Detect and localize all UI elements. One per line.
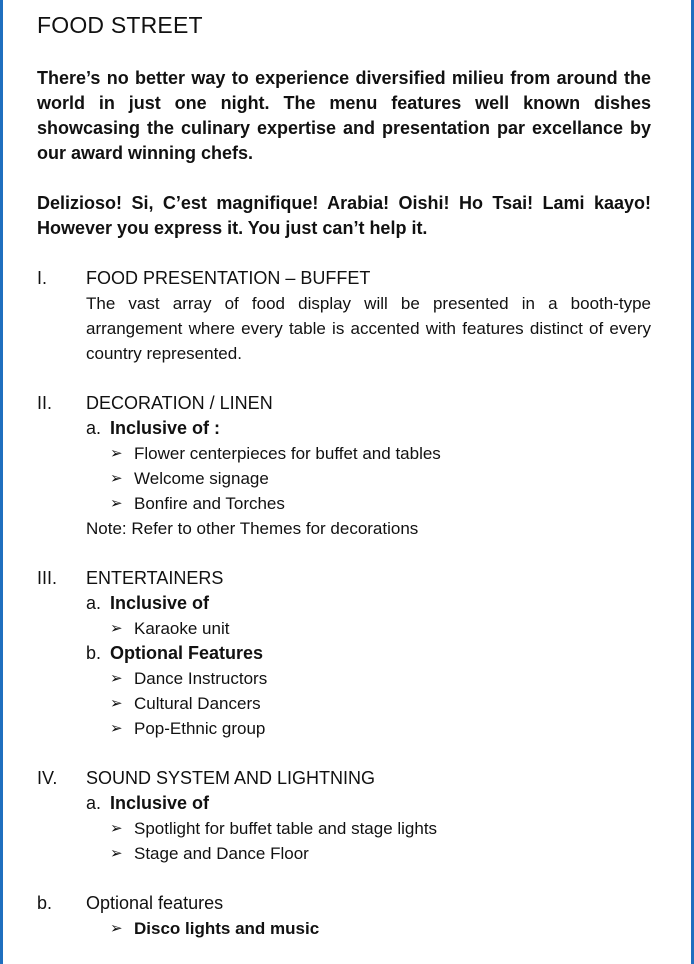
section-sound-system <box>37 766 651 866</box>
list-item-text: Cultural Dancers <box>134 694 261 713</box>
bullet-list <box>110 916 651 941</box>
bullet-list <box>110 441 651 516</box>
section-entertainers <box>37 566 651 741</box>
section-number: I. <box>37 268 48 288</box>
list-item <box>110 816 651 841</box>
arrowhead-bullet-icon: ➢ <box>110 820 123 837</box>
arrowhead-bullet-icon: ➢ <box>110 620 123 637</box>
bullet-list <box>110 666 651 741</box>
list-item-text: Stage and Dance Floor <box>134 844 309 863</box>
subsection-label: Inclusive of : <box>110 418 221 438</box>
arrowhead-bullet-icon: ➢ <box>110 445 123 462</box>
list-item <box>110 916 651 941</box>
section-number: III. <box>37 568 58 588</box>
greeting-paragraph: Delizioso! Si, C’est magnifique! Arabia! Oishi! Ho Tsai! Lami kaayo! However you express it. You just can’t help it. <box>37 193 651 238</box>
list-item-text: Disco lights and music <box>134 919 320 938</box>
arrowhead-bullet-icon: ➢ <box>110 720 123 737</box>
arrowhead-bullet-icon: ➢ <box>110 920 123 937</box>
list-item <box>110 841 651 866</box>
subsection-label: Inclusive of <box>110 793 210 813</box>
arrowhead-bullet-icon: ➢ <box>110 470 123 487</box>
intro-paragraph: There’s no better way to experience diversified milieu from around the world in just one night. The menu features well known dishes showcasing the culinary expertise and presentation par excellance by our award winning chefs. <box>37 68 651 163</box>
section-heading: DECORATION / LINEN <box>86 393 273 413</box>
list-item-text: Pop-Ethnic group <box>134 719 266 738</box>
subsection-letter: a. <box>86 593 102 613</box>
bullet-list <box>110 816 651 866</box>
subsection-heading <box>86 641 651 666</box>
subsection-letter: a. <box>86 418 102 438</box>
section-heading: ENTERTAINERS <box>86 568 224 588</box>
arrowhead-bullet-icon: ➢ <box>110 670 123 687</box>
section-heading: FOOD PRESENTATION – BUFFET <box>86 268 371 288</box>
list-item <box>110 491 651 516</box>
subsection-label: Inclusive of <box>110 593 210 613</box>
list-item-text: Dance Instructors <box>134 669 268 688</box>
list-item <box>110 691 651 716</box>
section-number: IV. <box>37 768 58 788</box>
bullet-list <box>110 616 651 641</box>
section-food-presentation <box>37 266 651 366</box>
list-item-text: Bonfire and Torches <box>134 494 285 513</box>
list-item <box>110 466 651 491</box>
arrowhead-bullet-icon: ➢ <box>110 695 123 712</box>
section-text: The vast array of food display will be presented in a booth-type arrangement where every table is accented with features distinct of every country represented. <box>86 294 651 363</box>
page-title: FOOD STREET <box>37 12 203 38</box>
section-heading: Optional features <box>86 893 224 913</box>
section-number: II. <box>37 393 53 413</box>
section-note: Note: Refer to other Themes for decorations <box>86 519 419 538</box>
section-optional-features <box>37 891 651 941</box>
list-item-text: Spotlight for buffet table and stage lights <box>134 819 438 838</box>
arrowhead-bullet-icon: ➢ <box>110 495 123 512</box>
list-item-text: Karaoke unit <box>134 619 230 638</box>
section-letter: b. <box>37 893 53 913</box>
document-body <box>37 9 651 941</box>
subsection-letter: b. <box>86 643 102 663</box>
subsection-heading <box>86 791 651 816</box>
list-item <box>110 616 651 641</box>
section-decoration <box>37 391 651 541</box>
section-heading: SOUND SYSTEM AND LIGHTNING <box>86 768 376 788</box>
subsection-letter: a. <box>86 793 102 813</box>
list-item-text: Welcome signage <box>134 469 269 488</box>
subsection-label: Optional Features <box>110 643 264 663</box>
list-item <box>110 716 651 741</box>
list-item-text: Flower centerpieces for buffet and tables <box>134 444 441 463</box>
arrowhead-bullet-icon: ➢ <box>110 845 123 862</box>
subsection-heading <box>86 591 651 616</box>
list-item <box>110 666 651 691</box>
subsection-heading <box>86 416 651 441</box>
list-item <box>110 441 651 466</box>
